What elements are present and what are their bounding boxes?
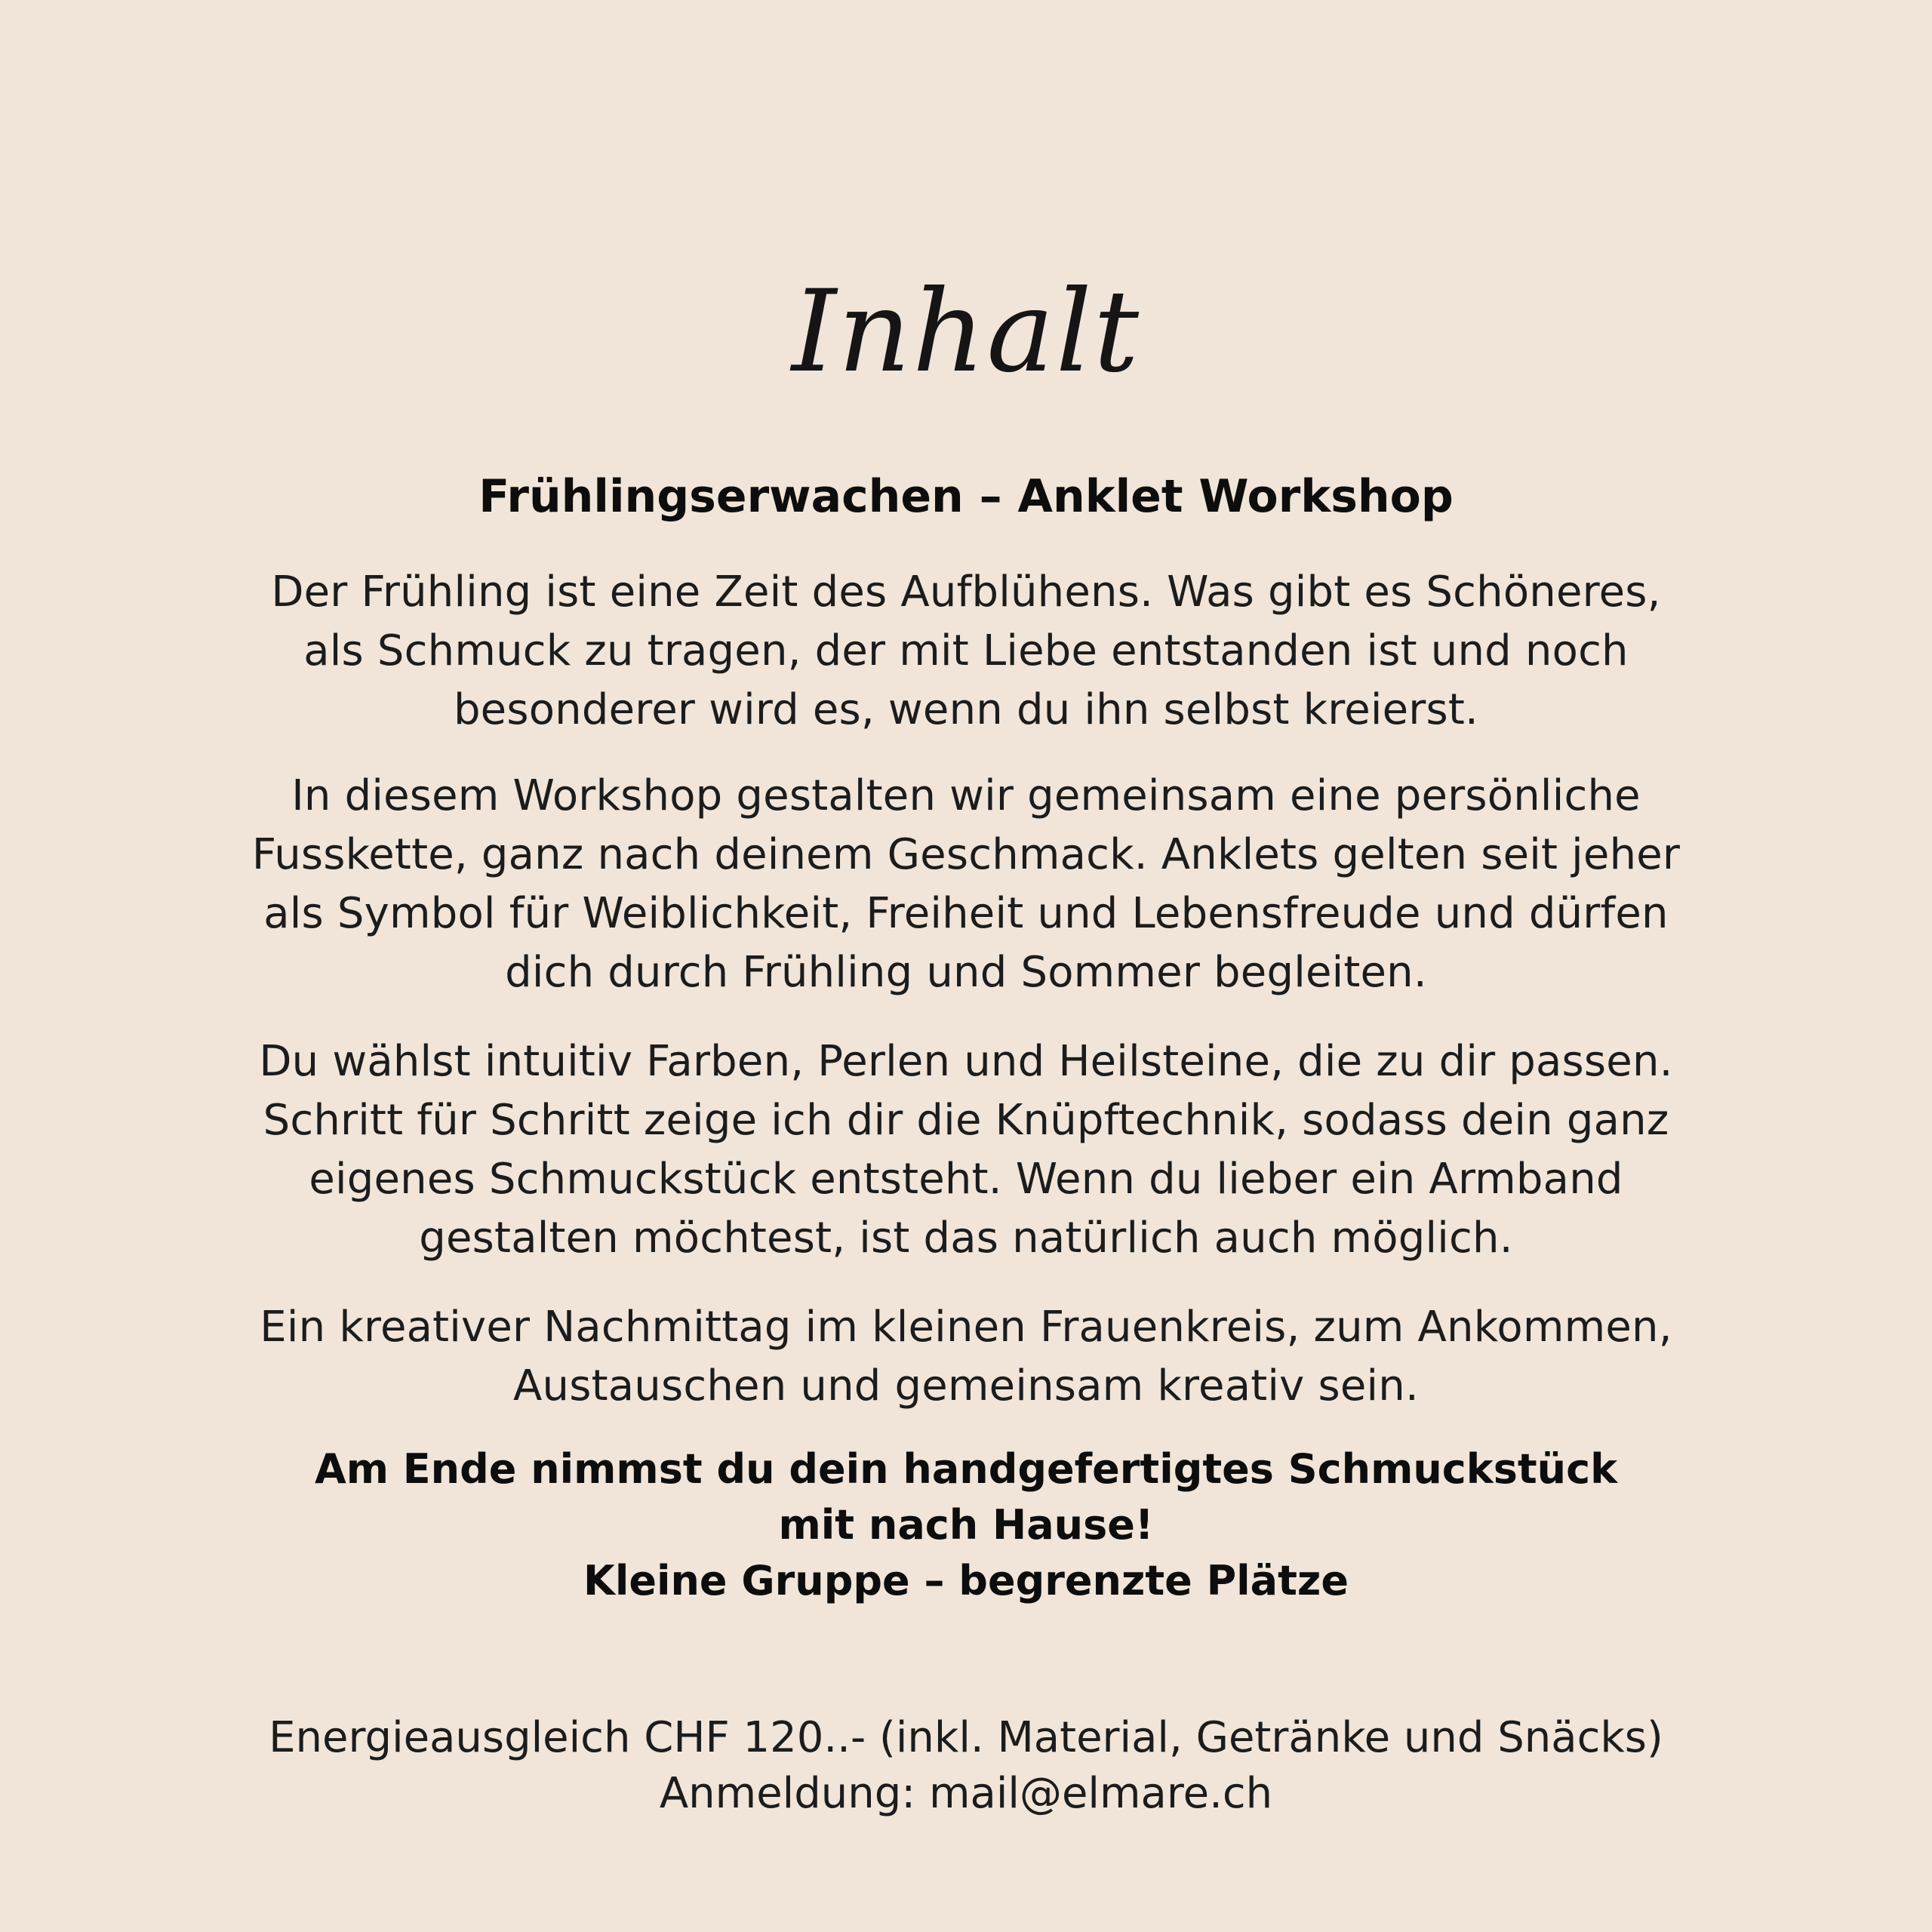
paragraph-intro: Der Frühling ist eine Zeit des Aufblühens. Was gibt es Schöneres, als Schmuck zu tragen, der mit Liebe entstanden ist und noch besonderer wird es, wenn du ihn selbst kreierst. <box>271 568 1661 734</box>
paragraph-circle: Ein kreativer Nachmittag im kleinen Frauenkreis, zum Ankommen, Austauschen und gemeinsam kreativ sein. <box>260 1303 1672 1411</box>
workshop-heading: Frühlingserwachen – Anklet Workshop <box>478 470 1454 523</box>
highlight-text: Am Ende nimmst du dein handgefertigtes Schmuckstück mit nach Hause! Kleine Gruppe – begrenzte Plätze <box>314 1445 1618 1604</box>
footer-info: Energieausgleich CHF 120..- (inkl. Material, Getränke und Snäcks) Anmeldung: mail@elmare.ch <box>269 1713 1663 1818</box>
paragraph-workshop: In diesem Workshop gestalten wir gemeinsam eine persönliche Fusskette, ganz nach deinem Geschmack. Anklets gelten seit jeher als Symbol für Weiblichkeit, Freiheit und Lebensfreude und dürfen dich durch Frühling und Sommer begleiten. <box>251 771 1681 997</box>
page-title: Inhalt <box>791 266 1141 398</box>
paragraph-process: Du wählst intuitiv Farben, Perlen und Heilsteine, die zu dir passen. Schritt für Schritt zeige ich dir die Knüpftechnik, sodass dein ganz eigenes Schmuckstück entsteht. Wenn du lieber ein Armband gestalten möchtest, ist das natürlich auch möglich. <box>259 1037 1673 1263</box>
